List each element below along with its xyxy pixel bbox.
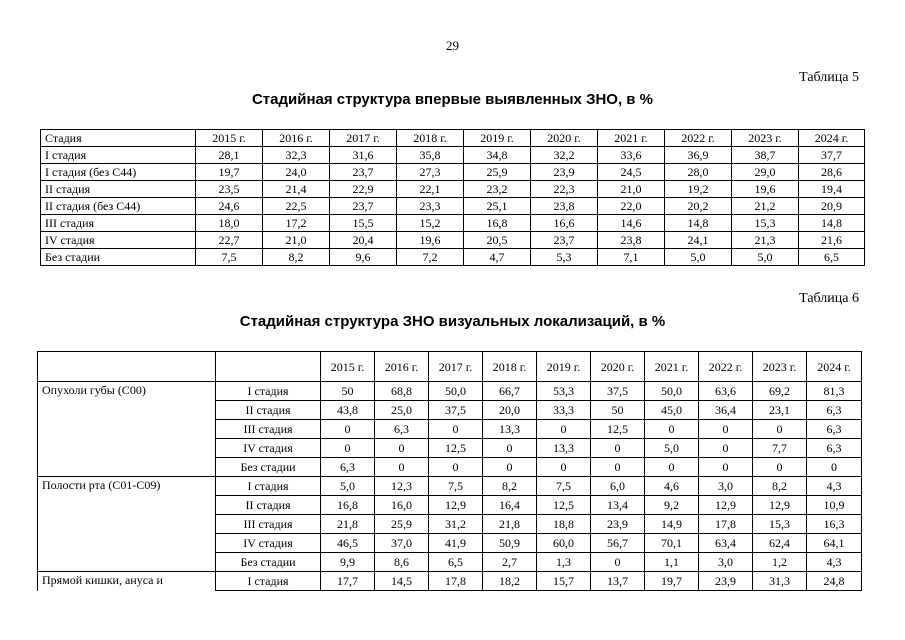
table6-value-cell: 12,3 xyxy=(375,477,429,496)
table5-value-cell: 23,8 xyxy=(531,198,598,215)
table6-row xyxy=(38,458,862,477)
table6-stage-label: I стадия xyxy=(216,477,321,496)
table5-value-cell: 16,6 xyxy=(531,215,598,232)
table6-value-cell: 56,7 xyxy=(591,534,645,553)
table5-value-cell: 21,6 xyxy=(799,232,865,249)
table6-caption: Таблица 6 xyxy=(799,291,859,306)
table5-row xyxy=(41,232,865,249)
table5-row xyxy=(41,215,865,232)
table5-value-cell: 16,8 xyxy=(464,215,531,232)
table6-value-cell: 0 xyxy=(699,420,753,439)
table5-stage-label: I стадия xyxy=(41,147,196,164)
table6-location-header xyxy=(38,352,216,382)
table5-value-cell: 7,2 xyxy=(397,249,464,266)
table6-value-cell: 12,5 xyxy=(537,496,591,515)
table6-location-spacer xyxy=(38,496,216,515)
table6-value-cell: 16,8 xyxy=(321,496,375,515)
table6-row xyxy=(38,420,862,439)
table5-value-cell: 23,5 xyxy=(196,181,263,198)
table6-location-label: Опухоли губы (С00) xyxy=(38,382,216,401)
table5-row xyxy=(41,164,865,181)
table6-value-cell: 18,2 xyxy=(483,572,537,591)
table6-year-header: 2016 г. xyxy=(375,352,429,382)
table5-value-cell: 24,1 xyxy=(665,232,732,249)
table6-value-cell: 0 xyxy=(807,458,862,477)
table6-value-cell: 19,7 xyxy=(645,572,699,591)
table6-value-cell: 50,0 xyxy=(645,382,699,401)
table6-value-cell: 13,3 xyxy=(483,420,537,439)
table6-value-cell: 0 xyxy=(429,420,483,439)
table6-value-cell: 0 xyxy=(537,420,591,439)
table6-value-cell: 6,3 xyxy=(807,439,862,458)
table5-row xyxy=(41,181,865,198)
table6-value-cell: 17,8 xyxy=(429,572,483,591)
table6-value-cell: 1,2 xyxy=(753,553,807,572)
table5-caption: Таблица 5 xyxy=(799,70,859,85)
table6-value-cell: 3,0 xyxy=(699,553,753,572)
table5-value-cell: 32,3 xyxy=(263,147,330,164)
table6-value-cell: 5,0 xyxy=(321,477,375,496)
table5-value-cell: 15,5 xyxy=(330,215,397,232)
table5-value-cell: 20,5 xyxy=(464,232,531,249)
table5-stage-label: III стадия xyxy=(41,215,196,232)
table6-value-cell: 8,2 xyxy=(753,477,807,496)
table6-value-cell: 12,9 xyxy=(429,496,483,515)
table6-value-cell: 16,0 xyxy=(375,496,429,515)
table5 xyxy=(40,129,865,266)
table6-year-header: 2024 г. xyxy=(807,352,862,382)
table6-stage-label: I стадия xyxy=(216,382,321,401)
table6-value-cell: 37,5 xyxy=(429,401,483,420)
table6-value-cell: 23,9 xyxy=(699,572,753,591)
table6 xyxy=(37,351,862,591)
table6-stage-label: I стадия xyxy=(216,572,321,591)
table5-value-cell: 33,6 xyxy=(598,147,665,164)
table6-location-spacer xyxy=(38,458,216,477)
table6-value-cell: 50 xyxy=(321,382,375,401)
table5-year-header: 2018 г. xyxy=(397,130,464,147)
table5-value-cell: 7,5 xyxy=(196,249,263,266)
table5-value-cell: 28,0 xyxy=(665,164,732,181)
table6-value-cell: 4,3 xyxy=(807,553,862,572)
table6-value-cell: 0 xyxy=(591,553,645,572)
table5-value-cell: 28,6 xyxy=(799,164,865,181)
table5-value-cell: 19,2 xyxy=(665,181,732,198)
table6-value-cell: 25,9 xyxy=(375,515,429,534)
table6-year-header: 2021 г. xyxy=(645,352,699,382)
table6-value-cell: 14,9 xyxy=(645,515,699,534)
table5-value-cell: 22,5 xyxy=(263,198,330,215)
table5-value-cell: 24,0 xyxy=(263,164,330,181)
table6-value-cell: 31,3 xyxy=(753,572,807,591)
table5-header-row xyxy=(41,130,865,147)
table6-value-cell: 12,9 xyxy=(699,496,753,515)
table6-location-spacer xyxy=(38,553,216,572)
table5-year-header: 2019 г. xyxy=(464,130,531,147)
table6-value-cell: 13,4 xyxy=(591,496,645,515)
table5-value-cell: 34,8 xyxy=(464,147,531,164)
table6-value-cell: 21,8 xyxy=(321,515,375,534)
table6-value-cell: 12,9 xyxy=(753,496,807,515)
table6-value-cell: 13,7 xyxy=(591,572,645,591)
table5-value-cell: 5,0 xyxy=(665,249,732,266)
table6-value-cell: 23,9 xyxy=(591,515,645,534)
table6-value-cell: 60,0 xyxy=(537,534,591,553)
table6-year-header: 2023 г. xyxy=(753,352,807,382)
table5-value-cell: 6,5 xyxy=(799,249,865,266)
table6-location-spacer xyxy=(38,420,216,439)
table5-value-cell: 9,6 xyxy=(330,249,397,266)
table6-value-cell: 43,8 xyxy=(321,401,375,420)
table6-value-cell: 9,2 xyxy=(645,496,699,515)
table5-value-cell: 24,6 xyxy=(196,198,263,215)
table6-value-cell: 0 xyxy=(591,439,645,458)
table6-stage-header xyxy=(216,352,321,382)
table6-value-cell: 12,5 xyxy=(591,420,645,439)
table6-value-cell: 0 xyxy=(591,458,645,477)
table6-value-cell: 6,5 xyxy=(429,553,483,572)
table5-value-cell: 21,4 xyxy=(263,181,330,198)
table6-value-cell: 25,0 xyxy=(375,401,429,420)
table5-value-cell: 19,6 xyxy=(397,232,464,249)
table6-stage-label: II стадия xyxy=(216,401,321,420)
table5-value-cell: 21,0 xyxy=(263,232,330,249)
table5-value-cell: 23,7 xyxy=(330,198,397,215)
table5-value-cell: 20,2 xyxy=(665,198,732,215)
table6-location-spacer xyxy=(38,439,216,458)
table6-row xyxy=(38,439,862,458)
table6-value-cell: 21,8 xyxy=(483,515,537,534)
table5-value-cell: 20,4 xyxy=(330,232,397,249)
table5-value-cell: 38,7 xyxy=(732,147,799,164)
table5-value-cell: 14,8 xyxy=(799,215,865,232)
table5-stage-label: Без стадии xyxy=(41,249,196,266)
table6-location-spacer xyxy=(38,534,216,553)
table5-value-cell: 14,6 xyxy=(598,215,665,232)
table5-value-cell: 23,2 xyxy=(464,181,531,198)
table6-value-cell: 50,9 xyxy=(483,534,537,553)
table5-value-cell: 7,1 xyxy=(598,249,665,266)
table5-year-header: 2023 г. xyxy=(732,130,799,147)
table5-value-cell: 29,0 xyxy=(732,164,799,181)
table6-stage-label: Без стадии xyxy=(216,553,321,572)
table6-location-spacer xyxy=(38,515,216,534)
table5-value-cell: 19,6 xyxy=(732,181,799,198)
table6-year-header: 2015 г. xyxy=(321,352,375,382)
table5-value-cell: 23,3 xyxy=(397,198,464,215)
table6-value-cell: 6,3 xyxy=(807,401,862,420)
table6-value-cell: 12,5 xyxy=(429,439,483,458)
table5-value-cell: 17,2 xyxy=(263,215,330,232)
table6-row xyxy=(38,515,862,534)
table5-value-cell: 5,3 xyxy=(531,249,598,266)
table6-value-cell: 7,5 xyxy=(537,477,591,496)
table6-stage-label: III стадия xyxy=(216,515,321,534)
table5-stage-header: Стадия xyxy=(41,130,196,147)
table6-value-cell: 17,7 xyxy=(321,572,375,591)
table6-value-cell: 6,0 xyxy=(591,477,645,496)
table6-value-cell: 81,3 xyxy=(807,382,862,401)
table6-value-cell: 8,6 xyxy=(375,553,429,572)
table6-value-cell: 16,4 xyxy=(483,496,537,515)
table6-value-cell: 0 xyxy=(537,458,591,477)
table6-value-cell: 10,9 xyxy=(807,496,862,515)
table6-value-cell: 0 xyxy=(375,439,429,458)
table6-value-cell: 1,3 xyxy=(537,553,591,572)
table6-stage-label: Без стадии xyxy=(216,458,321,477)
table5-row xyxy=(41,198,865,215)
table6-value-cell: 66,7 xyxy=(483,382,537,401)
table6-value-cell: 0 xyxy=(645,458,699,477)
table6-value-cell: 7,7 xyxy=(753,439,807,458)
table5-value-cell: 14,8 xyxy=(665,215,732,232)
table5-value-cell: 22,7 xyxy=(196,232,263,249)
table6-value-cell: 0 xyxy=(483,439,537,458)
table5-stage-label: II стадия xyxy=(41,181,196,198)
table5-value-cell: 22,9 xyxy=(330,181,397,198)
table5-value-cell: 18,0 xyxy=(196,215,263,232)
table6-value-cell: 17,8 xyxy=(699,515,753,534)
table6-header-row xyxy=(38,352,862,382)
table6-value-cell: 6,3 xyxy=(807,420,862,439)
table5-stage-label: II стадия (без С44) xyxy=(41,198,196,215)
table6-row xyxy=(38,572,862,591)
table5-row xyxy=(41,249,865,266)
page-number: 29 xyxy=(446,38,459,53)
table5-year-header: 2020 г. xyxy=(531,130,598,147)
table6-value-cell: 0 xyxy=(321,439,375,458)
table6-value-cell: 69,2 xyxy=(753,382,807,401)
table6-value-cell: 9,9 xyxy=(321,553,375,572)
table5-value-cell: 25,1 xyxy=(464,198,531,215)
table6-value-cell: 1,1 xyxy=(645,553,699,572)
table5-value-cell: 4,7 xyxy=(464,249,531,266)
table6-year-header: 2019 г. xyxy=(537,352,591,382)
table6-value-cell: 24,8 xyxy=(807,572,862,591)
table5-stage-label: I стадия (без С44) xyxy=(41,164,196,181)
table6-value-cell: 0 xyxy=(645,420,699,439)
table6-value-cell: 62,4 xyxy=(753,534,807,553)
table5-value-cell: 8,2 xyxy=(263,249,330,266)
table5-value-cell: 36,9 xyxy=(665,147,732,164)
table6-value-cell: 37,5 xyxy=(591,382,645,401)
table5-value-cell: 19,7 xyxy=(196,164,263,181)
table6-value-cell: 15,3 xyxy=(753,515,807,534)
table5-value-cell: 31,6 xyxy=(330,147,397,164)
table5-value-cell: 35,8 xyxy=(397,147,464,164)
table5-stage-label: IV стадия xyxy=(41,232,196,249)
table6-value-cell: 6,3 xyxy=(321,458,375,477)
table6-value-cell: 8,2 xyxy=(483,477,537,496)
table6-value-cell: 45,0 xyxy=(645,401,699,420)
table5-value-cell: 5,0 xyxy=(732,249,799,266)
table6-value-cell: 5,0 xyxy=(645,439,699,458)
table5-year-header: 2016 г. xyxy=(263,130,330,147)
table6-value-cell: 63,6 xyxy=(699,382,753,401)
table6-value-cell: 31,2 xyxy=(429,515,483,534)
table5-value-cell: 23,9 xyxy=(531,164,598,181)
table5-value-cell: 22,1 xyxy=(397,181,464,198)
table6-value-cell: 0 xyxy=(699,439,753,458)
table6-value-cell: 6,3 xyxy=(375,420,429,439)
table6-location-label: Полости рта (С01-С09) xyxy=(38,477,216,496)
table6-location-label: Прямой кишки, ануса и xyxy=(38,572,216,591)
table5-year-header: 2015 г. xyxy=(196,130,263,147)
table6-value-cell: 7,5 xyxy=(429,477,483,496)
table6-year-header: 2018 г. xyxy=(483,352,537,382)
table6-value-cell: 18,8 xyxy=(537,515,591,534)
table5-value-cell: 19,4 xyxy=(799,181,865,198)
table6-year-header: 2022 г. xyxy=(699,352,753,382)
table6-year-header: 2017 г. xyxy=(429,352,483,382)
table5-value-cell: 23,7 xyxy=(330,164,397,181)
table6-stage-label: II стадия xyxy=(216,496,321,515)
table6-value-cell: 4,3 xyxy=(807,477,862,496)
table5-value-cell: 25,9 xyxy=(464,164,531,181)
table5-row xyxy=(41,147,865,164)
table5-value-cell: 22,0 xyxy=(598,198,665,215)
table5-year-header: 2017 г. xyxy=(330,130,397,147)
table6-row xyxy=(38,477,862,496)
table6-value-cell: 2,7 xyxy=(483,553,537,572)
table6-value-cell: 70,1 xyxy=(645,534,699,553)
table5-value-cell: 22,3 xyxy=(531,181,598,198)
table6-value-cell: 0 xyxy=(321,420,375,439)
table6-location-spacer xyxy=(38,401,216,420)
table6-value-cell: 4,6 xyxy=(645,477,699,496)
table6-value-cell: 33,3 xyxy=(537,401,591,420)
table5-value-cell: 23,8 xyxy=(598,232,665,249)
table6-title: Стадийная структура ЗНО визуальных локализаций, в % xyxy=(239,313,666,330)
table5-value-cell: 21,2 xyxy=(732,198,799,215)
table6-stage-label: IV стадия xyxy=(216,439,321,458)
table5-value-cell: 28,1 xyxy=(196,147,263,164)
table6-value-cell: 20,0 xyxy=(483,401,537,420)
table6-value-cell: 0 xyxy=(429,458,483,477)
table6-value-cell: 64,1 xyxy=(807,534,862,553)
table6-value-cell: 37,0 xyxy=(375,534,429,553)
table6-value-cell: 0 xyxy=(753,458,807,477)
table5-value-cell: 21,0 xyxy=(598,181,665,198)
table6-value-cell: 0 xyxy=(753,420,807,439)
table6-row xyxy=(38,496,862,515)
table6-value-cell: 36,4 xyxy=(699,401,753,420)
table6-value-cell: 50,0 xyxy=(429,382,483,401)
table5-title: Стадийная структура впервые выявленных ЗНО, в % xyxy=(251,91,654,108)
table6-row xyxy=(38,553,862,572)
table6-value-cell: 63,4 xyxy=(699,534,753,553)
table6-value-cell: 0 xyxy=(483,458,537,477)
table5-value-cell: 37,7 xyxy=(799,147,865,164)
table6-value-cell: 3,0 xyxy=(699,477,753,496)
table5-year-header: 2022 г. xyxy=(665,130,732,147)
table6-row xyxy=(38,534,862,553)
table5-value-cell: 15,3 xyxy=(732,215,799,232)
table6-stage-label: IV стадия xyxy=(216,534,321,553)
table6-value-cell: 14,5 xyxy=(375,572,429,591)
table5-year-header: 2024 г. xyxy=(799,130,865,147)
table6-row xyxy=(38,401,862,420)
table6-value-cell: 15,7 xyxy=(537,572,591,591)
table5-value-cell: 32,2 xyxy=(531,147,598,164)
table5-year-header: 2021 г. xyxy=(598,130,665,147)
table5-value-cell: 21,3 xyxy=(732,232,799,249)
table6-stage-label: III стадия xyxy=(216,420,321,439)
table6-value-cell: 41,9 xyxy=(429,534,483,553)
table6-value-cell: 53,3 xyxy=(537,382,591,401)
table5-value-cell: 23,7 xyxy=(531,232,598,249)
table6-value-cell: 46,5 xyxy=(321,534,375,553)
table5-value-cell: 20,9 xyxy=(799,198,865,215)
table5-value-cell: 24,5 xyxy=(598,164,665,181)
table6-row xyxy=(38,382,862,401)
table6-value-cell: 0 xyxy=(375,458,429,477)
table6-value-cell: 50 xyxy=(591,401,645,420)
table6-year-header: 2020 г. xyxy=(591,352,645,382)
table5-value-cell: 27,3 xyxy=(397,164,464,181)
table6-value-cell: 16,3 xyxy=(807,515,862,534)
table6-value-cell: 68,8 xyxy=(375,382,429,401)
table5-value-cell: 15,2 xyxy=(397,215,464,232)
table6-value-cell: 23,1 xyxy=(753,401,807,420)
table6-value-cell: 0 xyxy=(699,458,753,477)
table6-value-cell: 13,3 xyxy=(537,439,591,458)
